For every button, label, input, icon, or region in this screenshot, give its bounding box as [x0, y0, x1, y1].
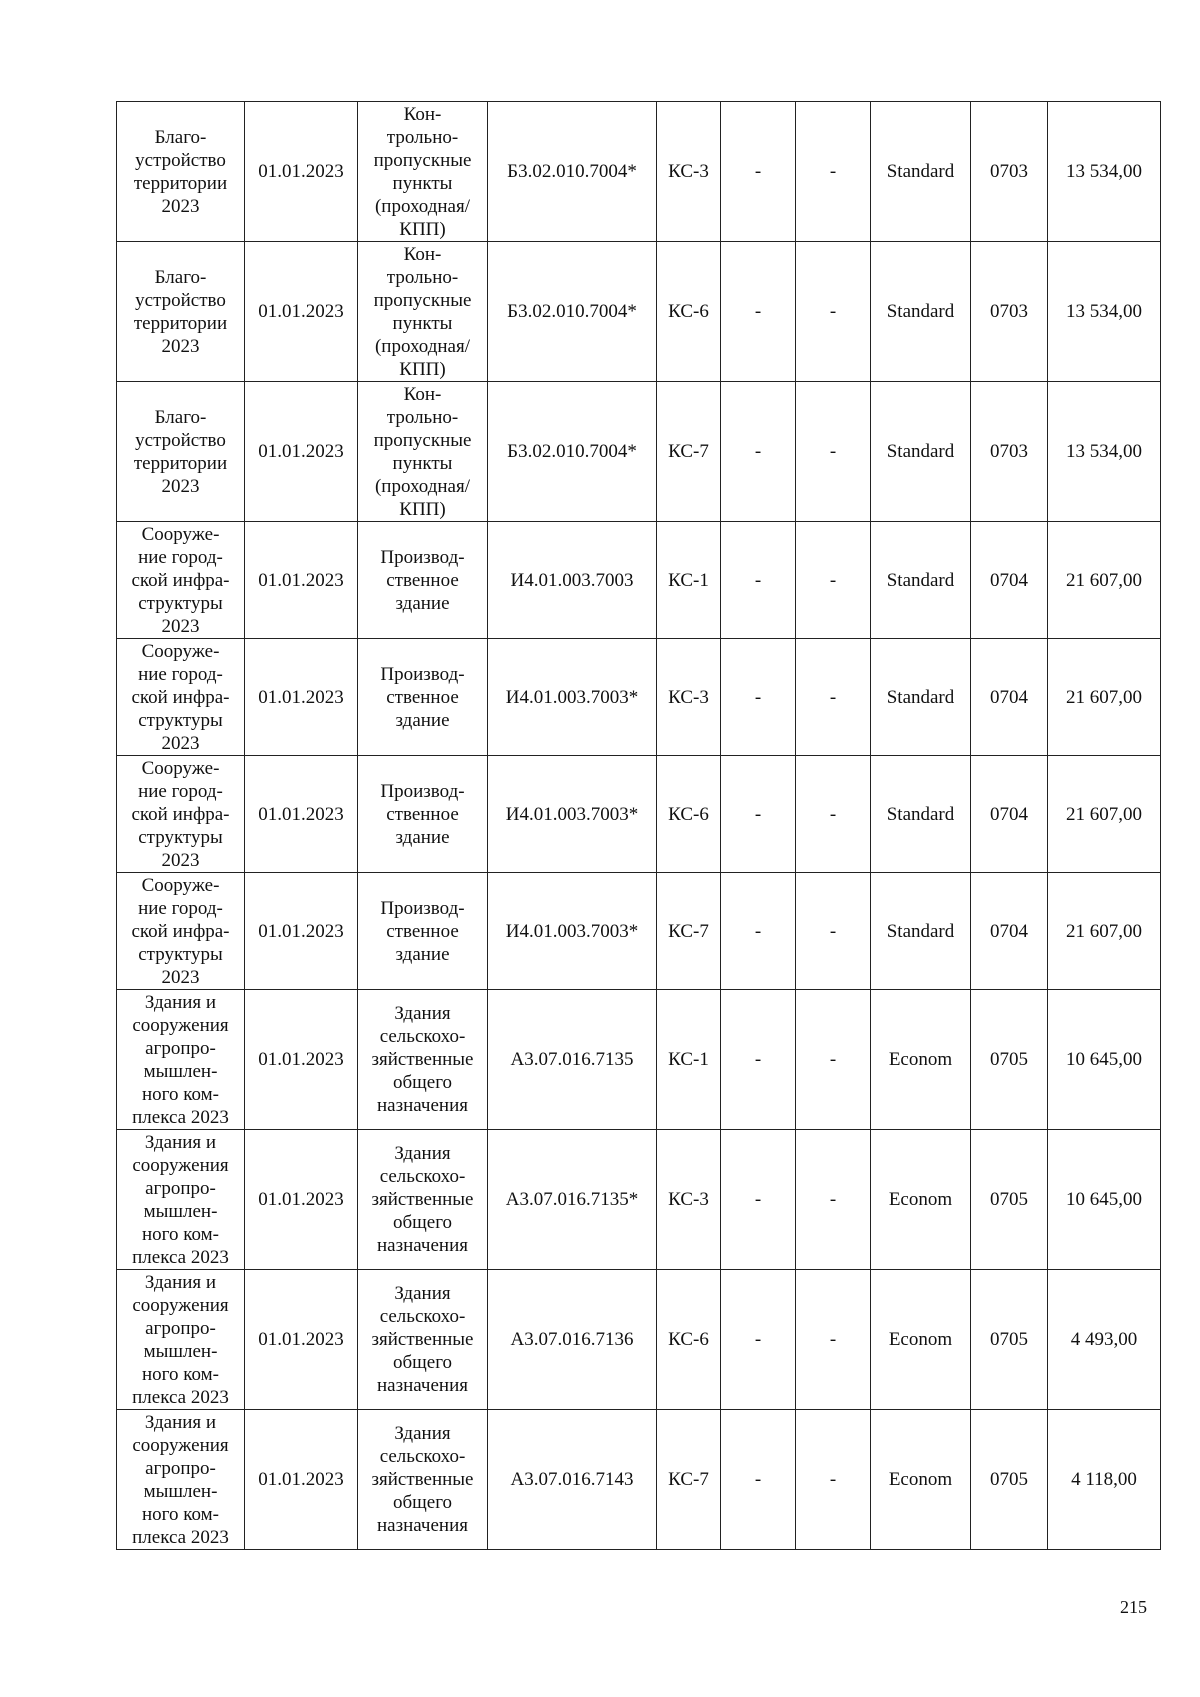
category-cell: Здания и сооружения агропро- мышлен- ного ком- плекса 2023	[117, 1130, 245, 1270]
object-type-cell: Производ- ственное здание	[358, 639, 488, 756]
table-row	[117, 1270, 1161, 1410]
object-type-cell: Здания сельскохо- зяйственные общего назначения	[358, 1130, 488, 1270]
price-cell: 21 607,00	[1048, 756, 1161, 873]
class-cell: Standard	[871, 522, 971, 639]
empty-value-cell: -	[796, 1410, 871, 1550]
price-cell: 21 607,00	[1048, 873, 1161, 990]
price-cell: 10 645,00	[1048, 1130, 1161, 1270]
class-cell: Standard	[871, 382, 971, 522]
code-cell: И4.01.003.7003*	[488, 873, 657, 990]
empty-value-cell: -	[796, 756, 871, 873]
empty-value-cell: -	[796, 382, 871, 522]
category-cell: Сооруже- ние город- ской инфра- структуры 2023	[117, 873, 245, 990]
class-cell: Standard	[871, 873, 971, 990]
ks-cell: КС-7	[657, 382, 721, 522]
date-cell: 01.01.2023	[245, 242, 358, 382]
category-cell: Благо- устройство территории 2023	[117, 382, 245, 522]
object-type-cell: Производ- ственное здание	[358, 756, 488, 873]
code-cell: А3.07.016.7136	[488, 1270, 657, 1410]
price-cell: 21 607,00	[1048, 639, 1161, 756]
empty-value-cell: -	[721, 639, 796, 756]
number-cell: 0705	[971, 1130, 1048, 1270]
page-number: 215	[1120, 1597, 1147, 1617]
object-type-cell: Здания сельскохо- зяйственные общего назначения	[358, 1270, 488, 1410]
empty-value-cell: -	[721, 990, 796, 1130]
number-cell: 0703	[971, 242, 1048, 382]
object-type-cell: Кон- трольно- пропускные пункты (проходная/ КПП)	[358, 382, 488, 522]
date-cell: 01.01.2023	[245, 102, 358, 242]
category-cell: Здания и сооружения агропро- мышлен- ного ком- плекса 2023	[117, 1270, 245, 1410]
table-row	[117, 756, 1161, 873]
ks-cell: КС-3	[657, 639, 721, 756]
date-cell: 01.01.2023	[245, 382, 358, 522]
ks-cell: КС-3	[657, 1130, 721, 1270]
empty-value-cell: -	[721, 756, 796, 873]
date-cell: 01.01.2023	[245, 756, 358, 873]
category-cell: Сооруже- ние город- ской инфра- структуры 2023	[117, 756, 245, 873]
code-cell: Б3.02.010.7004*	[488, 242, 657, 382]
number-cell: 0705	[971, 1270, 1048, 1410]
price-cell: 21 607,00	[1048, 522, 1161, 639]
empty-value-cell: -	[796, 873, 871, 990]
category-cell: Благо- устройство территории 2023	[117, 242, 245, 382]
number-cell: 0705	[971, 1410, 1048, 1550]
date-cell: 01.01.2023	[245, 522, 358, 639]
code-cell: А3.07.016.7135*	[488, 1130, 657, 1270]
class-cell: Standard	[871, 102, 971, 242]
empty-value-cell: -	[721, 1130, 796, 1270]
date-cell: 01.01.2023	[245, 990, 358, 1130]
table-row	[117, 639, 1161, 756]
category-cell: Сооруже- ние город- ской инфра- структуры 2023	[117, 522, 245, 639]
class-cell: Econom	[871, 1410, 971, 1550]
price-cell: 4 493,00	[1048, 1270, 1161, 1410]
table-row	[117, 102, 1161, 242]
table-row	[117, 990, 1161, 1130]
empty-value-cell: -	[796, 522, 871, 639]
cost-table	[116, 101, 1161, 1550]
ks-cell: КС-7	[657, 1410, 721, 1550]
price-cell: 4 118,00	[1048, 1410, 1161, 1550]
empty-value-cell: -	[796, 1270, 871, 1410]
table-row	[117, 242, 1161, 382]
empty-value-cell: -	[721, 1410, 796, 1550]
number-cell: 0704	[971, 873, 1048, 990]
ks-cell: КС-6	[657, 242, 721, 382]
object-type-cell: Кон- трольно- пропускные пункты (проходная/ КПП)	[358, 102, 488, 242]
table-body	[117, 102, 1161, 1550]
class-cell: Standard	[871, 756, 971, 873]
empty-value-cell: -	[796, 1130, 871, 1270]
class-cell: Standard	[871, 242, 971, 382]
object-type-cell: Здания сельскохо- зяйственные общего назначения	[358, 990, 488, 1130]
table-row	[117, 1130, 1161, 1270]
empty-value-cell: -	[721, 102, 796, 242]
table-row	[117, 382, 1161, 522]
class-cell: Standard	[871, 639, 971, 756]
empty-value-cell: -	[796, 242, 871, 382]
date-cell: 01.01.2023	[245, 873, 358, 990]
price-cell: 13 534,00	[1048, 102, 1161, 242]
code-cell: Б3.02.010.7004*	[488, 382, 657, 522]
date-cell: 01.01.2023	[245, 1270, 358, 1410]
empty-value-cell: -	[796, 102, 871, 242]
date-cell: 01.01.2023	[245, 1130, 358, 1270]
ks-cell: КС-6	[657, 756, 721, 873]
number-cell: 0704	[971, 522, 1048, 639]
date-cell: 01.01.2023	[245, 1410, 358, 1550]
number-cell: 0704	[971, 756, 1048, 873]
object-type-cell: Производ- ственное здание	[358, 522, 488, 639]
table-row	[117, 522, 1161, 639]
code-cell: И4.01.003.7003	[488, 522, 657, 639]
code-cell: Б3.02.010.7004*	[488, 102, 657, 242]
number-cell: 0703	[971, 382, 1048, 522]
empty-value-cell: -	[796, 639, 871, 756]
category-cell: Благо- устройство территории 2023	[117, 102, 245, 242]
class-cell: Econom	[871, 990, 971, 1130]
class-cell: Econom	[871, 1270, 971, 1410]
class-cell: Econom	[871, 1130, 971, 1270]
empty-value-cell: -	[721, 1270, 796, 1410]
empty-value-cell: -	[721, 522, 796, 639]
category-cell: Здания и сооружения агропро- мышлен- ного ком- плекса 2023	[117, 1410, 245, 1550]
price-cell: 13 534,00	[1048, 382, 1161, 522]
code-cell: А3.07.016.7143	[488, 1410, 657, 1550]
price-cell: 13 534,00	[1048, 242, 1161, 382]
number-cell: 0703	[971, 102, 1048, 242]
code-cell: И4.01.003.7003*	[488, 756, 657, 873]
category-cell: Сооруже- ние город- ской инфра- структуры 2023	[117, 639, 245, 756]
number-cell: 0705	[971, 990, 1048, 1130]
code-cell: А3.07.016.7135	[488, 990, 657, 1130]
category-cell: Здания и сооружения агропро- мышлен- ного ком- плекса 2023	[117, 990, 245, 1130]
price-cell: 10 645,00	[1048, 990, 1161, 1130]
number-cell: 0704	[971, 639, 1048, 756]
empty-value-cell: -	[796, 990, 871, 1130]
ks-cell: КС-1	[657, 522, 721, 639]
ks-cell: КС-7	[657, 873, 721, 990]
empty-value-cell: -	[721, 382, 796, 522]
ks-cell: КС-3	[657, 102, 721, 242]
empty-value-cell: -	[721, 873, 796, 990]
date-cell: 01.01.2023	[245, 639, 358, 756]
code-cell: И4.01.003.7003*	[488, 639, 657, 756]
empty-value-cell: -	[721, 242, 796, 382]
table-row	[117, 1410, 1161, 1550]
ks-cell: КС-6	[657, 1270, 721, 1410]
object-type-cell: Кон- трольно- пропускные пункты (проходная/ КПП)	[358, 242, 488, 382]
object-type-cell: Здания сельскохо- зяйственные общего назначения	[358, 1410, 488, 1550]
table-row	[117, 873, 1161, 990]
ks-cell: КС-1	[657, 990, 721, 1130]
object-type-cell: Производ- ственное здание	[358, 873, 488, 990]
